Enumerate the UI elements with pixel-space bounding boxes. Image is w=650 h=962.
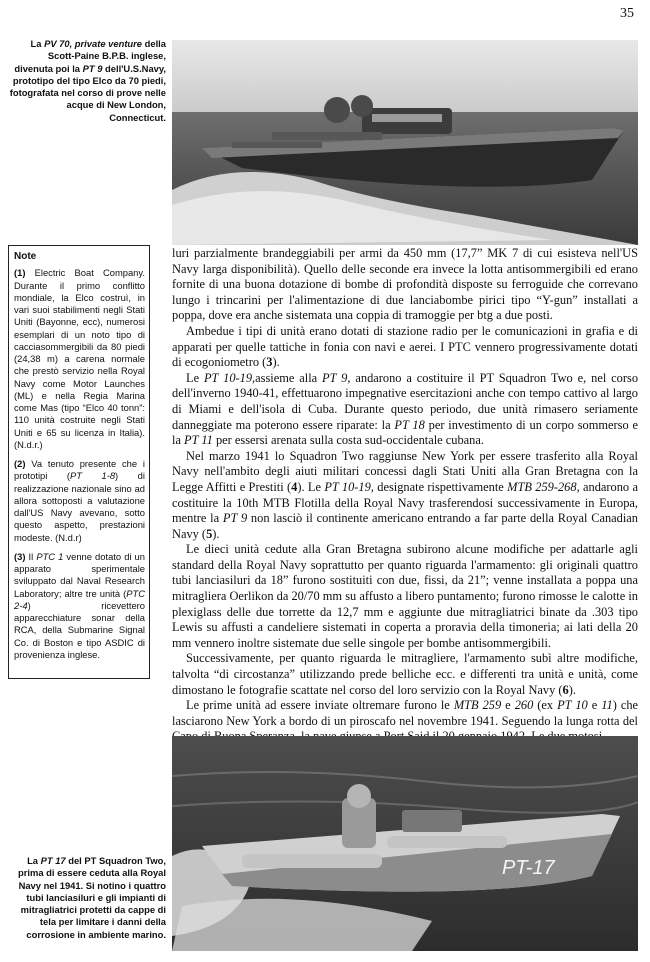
body-paragraph-5: Le dieci unità cedute alla Gran Bretagna subirono alcune modifiche per adattarle agli standard della Royal Navy soprattutto per quanto riguarda l'armamento: gli originali quattro tubi lanciasiluri da 18” furono sostituiti con due, fissi, da 21”; venne installata a poppa una mitragliera Oerlikon da 20/70 mm su affusto a libero puntamento; furono rimosse le calotte in plexiglass delle due torrette da 12,7 mm e aggiunte due mitragliatrici binate da .303 tipo Lewis su affusti a candeliere sistemati in coperta a proravia della timoneria; ai lati della 20 mm vennero inoltre sistemate due selle singole per bombe antisommergibili.	[172, 542, 638, 650]
note-2: (2) Va tenuto presente che i prototipi (PT 1-8) di realizzazione nazionale sino ad allora sottoposti a valutazione dall'US Navy avevano, sotto questo aspetto, prestazioni modeste. (N.d.r)	[14, 458, 145, 543]
caption-top-photo: La PV 70, private venture della Scott-Paine B.P.B. inglese, divenuta poi la PT 9 dell'U.S.Navy, prototipo del tipo Elco da 70 piedi, fotografata nel corso di prove nelle acque di New London, Connecticut.	[9, 38, 166, 123]
notes-title: Note	[14, 251, 37, 262]
notes-box	[8, 245, 150, 679]
body-paragraph-6: Successivamente, per quanto riguarda le mitragliere, l'armamento subì altre modifiche, talvolta “di circostanza” utilizzando prede belliche ecc. e differenti tra unità e unità, come dimostano le fotografie scattate nel corso del loro servizio con la Royal Navy (6).	[172, 651, 638, 697]
pv70-boat-illustration	[172, 40, 638, 245]
body-paragraph-4: Nel marzo 1941 lo Squadron Two raggiunse New York per essere trasferito alla Royal Navy nell'ambito degli aiuti militari concessi dagli Stati Uniti alla Gran Bretagna con la Legge Affitti e Prestiti (4). Le PT 10-19, designate rispettivamente MTB 259-268, andarono a costituire la 10th MTB Flotilla della Royal Navy trasferendosi successivamente in Europa, mentre la PT 9 non lasciò il continente americano entrando a far parte della Royal Canadian Navy (5).	[172, 448, 638, 541]
note-3: (3) Il PTC 1 venne dotato di un apparato sperimentale sviluppato dal Naval Research Laboratory; altre tre unità (PTC 2-4) ricevettero apparecchiature sonar della RCA, della Submarine Signal Co. di Boston e tipo ASDIC di provenienza inglese.	[14, 550, 145, 660]
hull-marking: PT-17	[502, 857, 555, 879]
body-paragraph-3: Le PT 10-19,assieme alla PT 9, andarono a costituire il PT Squadron Two e, nel corso dell'inverno 1940-41, effettuarono impegnative esercitazioni anche con tempo cattivo al largo di Miami e dell'isola di Cuba. Durante questo periodo, due unità rimasero seriamente danneggiate ma poterono essere riparate: la PT 18 per investimento di un corpo sommerso e la PT 11 per essersi arenata sulla costa sud-occidentale cubana.	[172, 370, 639, 448]
body-paragraph-1: luri parzialmente brandeggiabili per armi da 450 mm (17,7” MK 7 di cui esisteva nell'US Navy larga disponibilità). Quello delle seconde era invece la lotta antisommergibili ed erano fornite di una buona dotazione di bombe di profondità disposte su ferroguide che correvano lungo i trincarini per l'alimentazione di due lanciabombe pirici tipo “Y-gun” installati a poppa, dove era anche sistemata una coppia di tramoggie per btg a due posti.	[172, 246, 638, 323]
photo-pv70-boat	[172, 40, 638, 245]
photo-pt17-boat	[172, 736, 638, 951]
note-1: (1) Electric Boat Company. Durante il primo conflitto mondiale, la Elco costruì, in vari suoi stabilimenti negli Stati Uniti (Bayonne, ecc), numerosi esemplari di un noto tipo di cacciasommergibili da 80 piedi (24,38 m) a carena normale che prestò servizio nella Royal Navy come Motor Launches (ML) e nella Regia Marina come Mas (tipo “Elco 40 tonn”: 110 unità costruite negli Stati Uniti e 65 su licenza in Italia). (N.d.r.)	[14, 267, 145, 450]
caption-bottom-photo: La PT 17 del PT Squadron Two, prima di essere ceduta alla Royal Navy nel 1941. Si notino i quattro tubi lanciasiluri e gli impianti di mitragliatrici protetti da cappe di tela per limitare i danni della corrosione in ambiente marino.	[18, 855, 166, 940]
pt17-boat-illustration	[172, 736, 638, 951]
body-paragraph-7: Le prime unità ad essere inviate oltremare furono le MTB 259 e 260 (ex PT 10 e 11) che lasciarono New York a bordo di un piroscafo nel novembre 1941. Seguendo la lunga rotta del	[172, 698, 639, 728]
page-number: 35	[620, 6, 634, 21]
body-paragraph-2: Ambedue i tipi di unità erano dotati di stazione radio per le comunicazioni in grafia e di apparati per quelle tattiche in fonia con navi e aerei. I PTC vennero progressivamente dotati di ecogoniometro (3).	[172, 323, 638, 370]
article-body	[172, 246, 638, 745]
